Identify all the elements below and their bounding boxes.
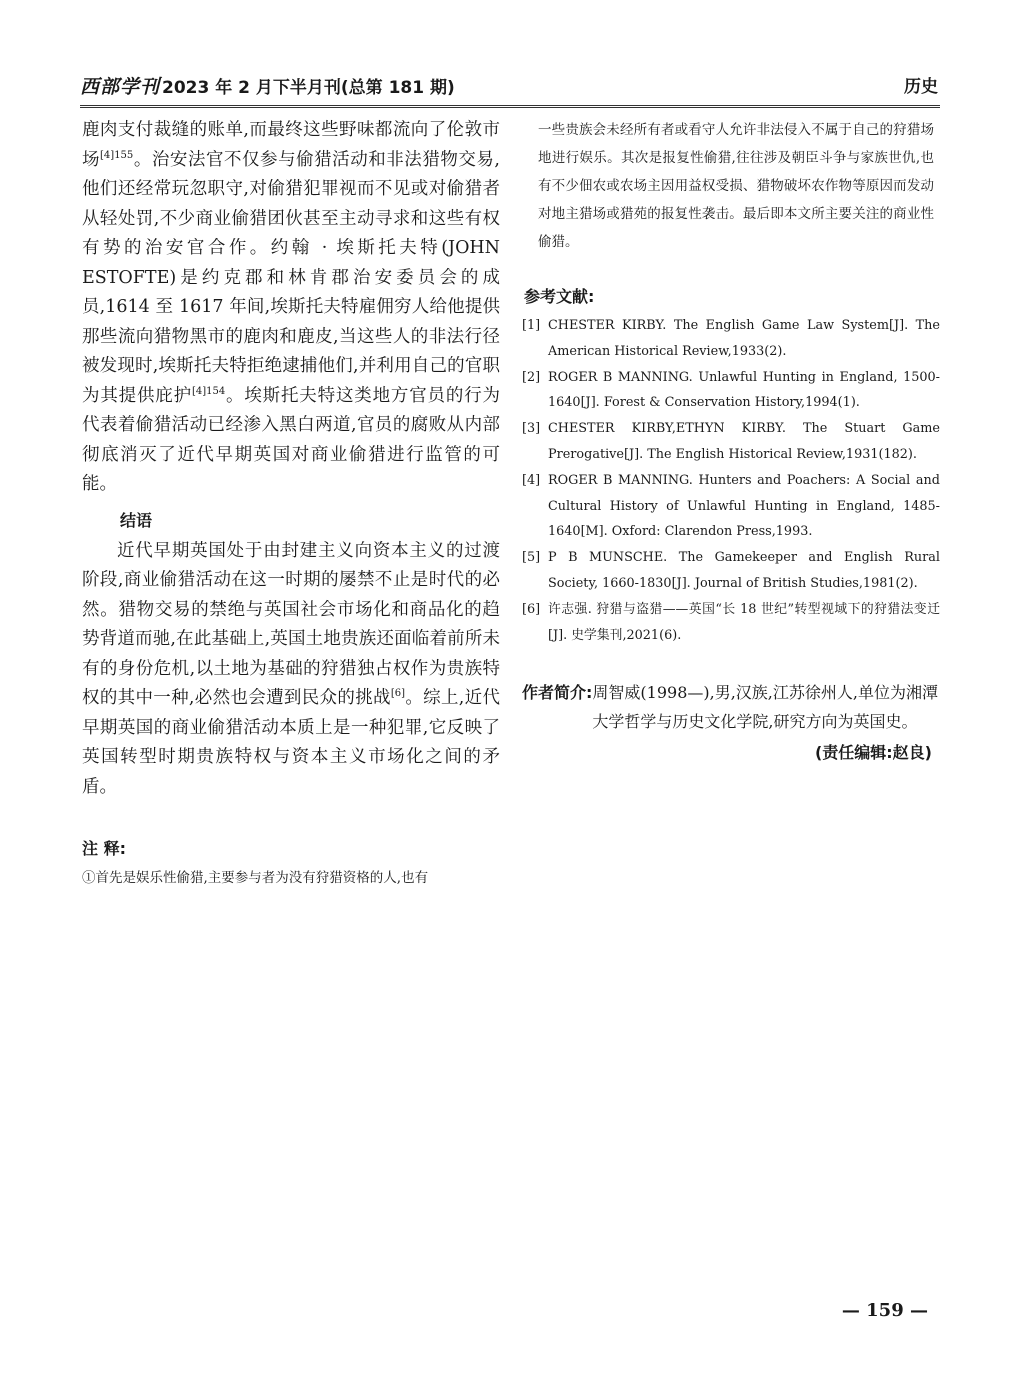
reference-number: [2] (522, 369, 541, 385)
reference-item (522, 468, 940, 545)
reference-text: P B MUNSCHE. The Gamekeeper and English Rural Society, 1660-1830[J]. Journal of British Studies,1981(2). (548, 550, 940, 591)
author-bio (522, 678, 940, 736)
paragraph-text: 鹿肉支付裁缝的账单,而最终这些野味都流向了伦敦市场 (82, 120, 500, 170)
footnote-1-continued: 一些贵族会未经所有者或看守人允许非法侵入不属于自己的狩猎场地进行娱乐。其次是报复性偷猎,往往涉及朝臣斗争与家族世仇,也有不少佃农或农场主因用益权受损、猎物破坏农作物等原因而发动对地主猎场或猎苑的报复性袭击。最后即本文所主要关注的商业性偷猎。 (538, 122, 934, 250)
reference-item (522, 416, 940, 468)
reference-number: [5] (522, 550, 541, 566)
reference-item (522, 313, 940, 365)
reference-text: ROGER B MANNING. Unlawful Hunting in England, 1500-1640[J]. Forest & Conservation History,1994(1). (548, 369, 940, 411)
body-paragraph-1 (82, 116, 500, 500)
reference-number: [6] (522, 601, 541, 617)
citation: [4]155 (100, 149, 134, 161)
reference-text: CHESTER KIRBY. The English Game Law System[J]. The American Historical Review,1933(2). (548, 318, 940, 359)
reference-list (522, 313, 940, 648)
paragraph-text: 近代早期英国处于由封建主义向资本主义的过渡阶段,商业偷猎活动在这一时期的屡禁不止是时代的必然。猎物交易的禁绝与英国社会市场化和商品化的趋势背道而驰,在此基础上,英国土地贵族还面临着前所未有的身份危机,以土地为基础的狩猎独占权作为贵族特权的其中一种,必然也会遭到民众的挑战 (82, 540, 500, 708)
body-paragraph-2 (82, 537, 500, 803)
page-number: — 159 — (841, 1300, 928, 1321)
bio-label: 作者简介: (522, 683, 593, 703)
footnote-1: ①首先是娱乐性偷猎,主要参与者为没有狩猎资格的人,也有 (82, 870, 429, 886)
section-label: 历史 (904, 77, 938, 97)
right-column (522, 116, 940, 763)
journal-logo: 西部学刊 (80, 76, 161, 98)
reference-number: [3] (522, 421, 541, 437)
reference-item (522, 545, 940, 597)
reference-number: [1] (522, 318, 541, 333)
citation: [4]154 (191, 385, 226, 397)
reference-item (522, 365, 940, 417)
citation: [6] (390, 688, 406, 700)
reference-text: ROGER B MANNING. Hunters and Poachers: A Social and Cultural History of Unlawful Hunting in England, 1485-1640[M]. Oxford: Clarendon Press,1993. (548, 472, 940, 540)
left-column (82, 116, 500, 892)
reference-number: [4] (522, 472, 541, 488)
conclusion-heading: 结语 (120, 510, 153, 530)
bio-text: 周智威(1998—),男,汉族,江苏徐州人,单位为湘潭大学哲学与历史文化学院,研究方向为英国史。 (592, 683, 938, 732)
page-header (80, 68, 940, 108)
paragraph-text: 。治安法官不仅参与偷猎活动和非法猎物交易,他们还经常玩忽职守,对偷猎犯罪视而不见或对偷猎者从轻处罚,不少商业偷猎团伙甚至主动寻求和这些有权有势的治安官合作。约翰 · 埃斯托夫特(JOHN ESTOFTE)是约克郡和林肯郡治安委员会的成员,1614 至 1617 年间,埃斯托夫特雇佣穷人给他提供那些流向猎物黑市的鹿肉和鹿皮,当这些人的非法行径被发现时,埃斯托夫特拒绝逮捕他们,并利用自己的官职为其提供庇护 (82, 149, 500, 406)
issue-info: 2023 年 2 月下半月刊(总第 181 期) (162, 78, 455, 98)
reference-text: 许志强. 狩猎与盗猎——英国“长 18 世纪”转型视域下的狩猎法变迁[J]. 史学集刊,2021(6). (548, 601, 940, 643)
notes-heading: 注 释: (82, 839, 126, 858)
paragraph-text: 。埃斯托夫特这类地方官员的行为代表着偷猎活动已经渗入黑白两道,官员的腐败从内部彻底消灭了近代早期英国对商业偷猎进行监管的可能。 (82, 385, 501, 494)
journal-masthead (80, 72, 455, 99)
paragraph-text: 。综上,近代早期英国的商业偷猎活动本质上是一种犯罪,它反映了英国转型时期贵族特权与资本主义市场化之间的矛盾。 (82, 688, 501, 797)
reference-text: CHESTER KIRBY,ETHYN KIRBY. The Stuart Game Prerogative[J]. The English Historical Review,1931(182). (548, 421, 940, 462)
reference-item (522, 597, 940, 649)
references-heading: 参考文献: (524, 287, 595, 306)
responsible-editor: (责任编辑:赵良) (814, 743, 932, 763)
